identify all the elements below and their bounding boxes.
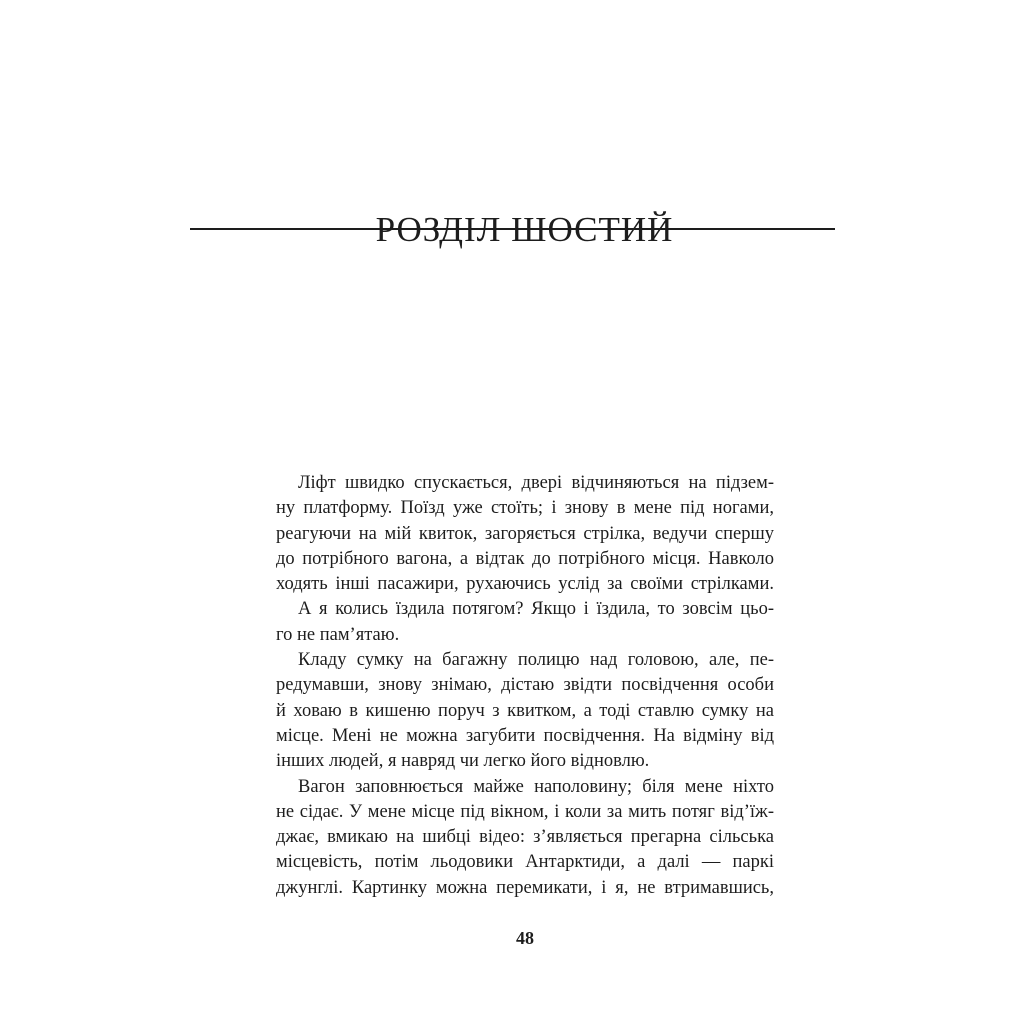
text-line: го не пам’ятаю. xyxy=(276,624,400,645)
text-line: інших людей, я навряд чи легко його відновлю. xyxy=(276,751,650,772)
text-line: реагуючи на мій квиток, загоряється стрілка, ведучи спершу xyxy=(276,523,774,544)
page-number: 48 xyxy=(516,928,534,948)
text-line: джунглі. Картинку можна перемикати, і я, не втримавшись, xyxy=(276,877,774,898)
text-line: місцевість, потім льодовики Антарктиди, а далі — паркі xyxy=(276,852,774,873)
paragraph xyxy=(276,597,774,648)
paragraph xyxy=(276,471,774,597)
text-line: А я колись їздила потягом? Якщо і їздила, то зовсім цьо- xyxy=(298,599,774,620)
text-line: не сідає. У мене місце під вікном, і коли за мить потяг від’їж- xyxy=(276,801,774,822)
text-line: місце. Мені не можна загубити посвідчення. На відміну від xyxy=(276,725,774,746)
text-line: ходять інші пасажири, рухаючись услід за своїми стрілками. xyxy=(276,574,774,595)
text-line: ну платформу. Поїзд уже стоїть; і знову в мене під ногами, xyxy=(276,498,774,519)
text-line: й ховаю в кишеню поруч з квитком, а тоді ставлю сумку на xyxy=(276,700,774,721)
text-line: Кладу сумку на багажну полицю над головою, але, пе- xyxy=(298,650,774,671)
body-text-column xyxy=(276,471,774,901)
chapter-title: РОЗДІЛ ШОСТИЙ xyxy=(375,210,674,249)
text-line: Ліфт швидко спускається, двері відчиняються на підзем- xyxy=(298,473,774,493)
paragraph xyxy=(276,775,774,901)
text-line: Вагон заповнюється майже наполовину; біля мене ніхто xyxy=(298,776,774,797)
paragraph xyxy=(276,648,774,774)
text-line: джає, вмикаю на шибці відео: з’являється прегарна сільська xyxy=(276,827,774,848)
text-line: до потрібного вагона, а відтак до потрібного місця. Навколо xyxy=(276,548,774,569)
text-line: редумавши, знову знімаю, дістаю звідти посвідчення особи xyxy=(276,675,774,696)
